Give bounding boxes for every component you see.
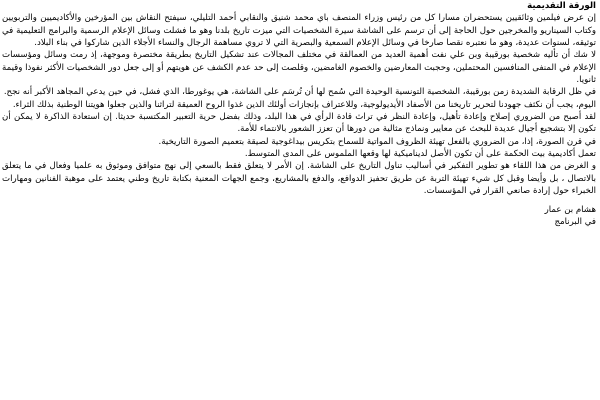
paragraph-censorship: في ظل الرقابة الشديدة زمن بورقيبة، الشخصية التونسية الوحيدة التي سُمح لها أن تُرسَم على الشاشة، هي يوغورطا، الذي فشل، في حين يدعي المجاهد الأكبر أنه نجح. <box>3 87 596 98</box>
paragraph-today: اليوم، يجب أن نكثف جهودنا لتحرير تاريخنا من الأصفاد الأيديولوجية، وللاعتراف بإنجازات أولئك الذين غذوا الروح العميقة لتراثنا والذين جعلوا هويتنا الوطنية بذلك الثراء. <box>12 99 596 110</box>
paragraph-intro: إن عرض فيلمين وثائقيين يستحضران مسارا كل من رئيس وزراء المنصف باي محمد شنيق والنقابي أحمد التليلي، سيفتح النقاش بين المؤرخين والأكاديميين والتربويين وكتاب السيناريو والمخرجين حول الحاجة إلى أن ترسم على الشاشة سيرة الشخصيات التي ميزت تاريخ بلدنا وهو ما فشلت وسائل الإعلام الرسمية والبرامج التعليمية في توثيقه، لسنوات عديدة، وهو ما نعتبره نقصا صارخا في وسائل الإعلام السمعية والبصرية التي لا تروي مساهمة الرجال والنساء الأجلاء الذين شاركوا في بناء البلاد. <box>2 13 596 49</box>
signature-role: في البرنامج <box>554 216 596 227</box>
paragraph-image-century: في قرن الصورة، إذا، من الضروري بالفعل تهيئة الظروف المواتية للسماح بتكريس بيداغوجية لصيقة بتعميم الصورة التاريخية. <box>158 136 596 147</box>
paragraph-rehabilitation: لقد أصبح من الضروري إصلاح وإعادة تأهيل، وإعادة النظر في تراث قادة الرأي في هذا البلد، وذلك بفضل حرية التعبير المكتسبة حديثا. إن استعادة الذاكرة لا يمكن أن تكون إلا بتشجيع أجيال عديدة للبحث عن معايير ونماذج مثالية من دورها أن تعزز الشعور بالانتماء للأمة. <box>2 112 596 135</box>
paragraph-academy: تعمل أكاديمية بيت الحكمة على أن تكون الأصل لديناميكية لها وقعها الملموس على المدى المتوسط. <box>244 149 596 160</box>
paragraph-purpose: و الغرض من هذا اللقاء هو تطوير التفكير في أساليب تناول التاريخ على الشاشة. إن الأمر لا يتعلق فقط بالسعي إلى نهج متوافق وموثوق به علميا وفعال في ما يتعلق بالاتصال ، بل وأيضا وقبل كل شيء تهيئة التربة عن طريق تحفيز الدوافع، والدفع بالمشاريع، وجمع الجهات المعنية بكتابة تاريخ وطني يعتمد على موهبة الفنانين ومهارات الخبراء حول إرادة صانعي القرار في المؤسسات. <box>2 161 596 197</box>
document-title: الورقة التقديمية <box>527 1 596 11</box>
paragraph-deification: لا شك أن تأليه شخصية بورقيبة وبن علي نفت أهمية العديد من العمالقة في مختلف المجالات عند تشكيل التاريخ بطريقة مختصرة وموجهة، إذ رمت وسائل ومؤسسات الإعلام في المنفى المنافسين المحتملين، وحجبت المعارضين والخصوم الغامضين، وقلصت إلى حد عدم الكشف عن هويتهم أو إلى جعل دور الشخصيات الأكثر نفوذا وقيمة ثانويا. <box>2 50 596 86</box>
document-page <box>2 0 596 400</box>
signature-name: هشام بن عمار <box>544 204 596 215</box>
